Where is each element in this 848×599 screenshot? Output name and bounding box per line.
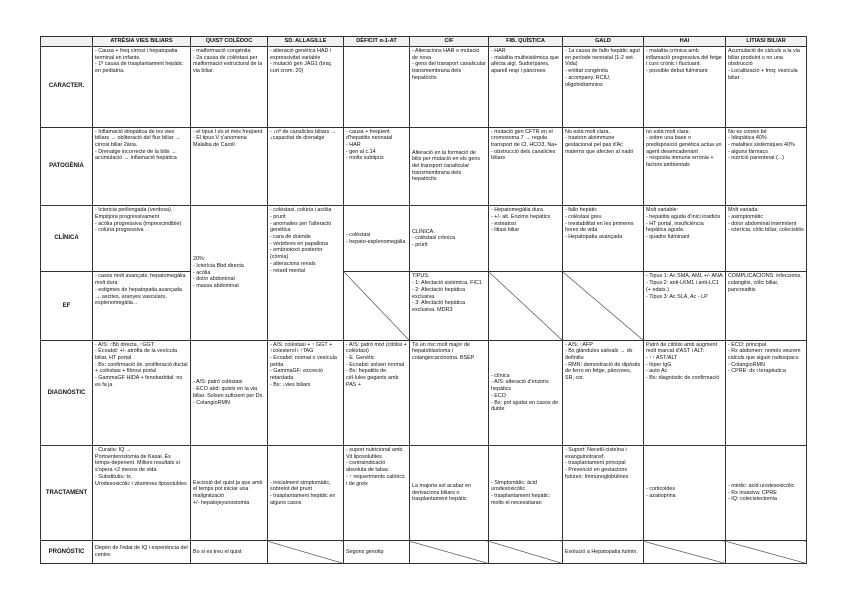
header-deficit: DÈFICIT α-1-AT (344, 37, 410, 47)
cell: - Simptomàtic: àcid urodesoxicòlic - trasplantament hepàtic: molts el necessitaran (489, 446, 563, 541)
cell: - A/S: colèstasi + ↑ GGT + ↑colesterol i ↑TAG - Ecoabd: normal o vesícula petita - GammaGF: excreció retardada - Bx: ↓vies biliars (268, 340, 344, 445)
cell: - Causa + freq cirrosi i hepatopatia terminal en infants. - 1ª causa de trasplantament hepàtic en pediatria. (93, 47, 191, 128)
cell: - HAR - malaltia multisistèmica que afecta algl. Sudorípares, aparell resp i pàncrees (489, 47, 563, 128)
cell: - suport nutricional amb Vit liposolubles - contraindicació absoluta de tabac - ↑ requeriments calòrics i de greix (344, 446, 410, 541)
cell-empty (489, 272, 563, 340)
row-label: PATOGÈNIA (41, 127, 93, 206)
cell: - A/S: ↑Bb directa, ↑GGT - Ecoabd: +/- atròfia de la vesícula biliar, HT portal - Bx: confirmació dx. proliferació ductal + colèstasi + fibrosi portal - GammaGF HIDA + fenobarbital: no es fa ja (93, 340, 191, 445)
row-ef (41, 272, 807, 340)
cell: 20%: - Icterícia Bbd directa - acòlia - dolor abdominal - massa abdominal (191, 206, 268, 340)
cell: - alteració genètica HAD i expressivitat variable - mutació gen JAG1 (braç curt crom. 20) (268, 47, 344, 128)
cell: - mèdic: àcid urodesoxicòlic - Rx invasiva: CPRE - IQ: colecistectomia (726, 446, 807, 541)
cell: - causa + freqüent d'hepatitis neonatal - HAR - gen al c.14 - molts subtipus (344, 127, 410, 206)
cell: Segons genotip (344, 541, 410, 564)
cell: no està molt clara: - sobre una base o predisposició genètica actua un agent desencadenant - resposta immune errònia + factors ambientals (644, 127, 726, 206)
cell: - corticoides - azatioprina (644, 446, 726, 541)
cell: - Suport: Necetil-cisteïna i exanguinotransf. - trasplantament principal - Prevenció en gestacions futures: Immunoglobulines (563, 446, 644, 541)
cell: - el tipus I és el més freqüent - El tipus V s'anomena Malaltia de Caroli (191, 127, 268, 206)
cell: Té un risc molt major de hepatoblastoma i colangiocarcinoma. BSEP (410, 340, 489, 445)
cell-empty (344, 272, 410, 340)
cell: - A/S: patró colèstasi - ECO abd: quists en la via biliar. Solsen suficient per Dx. - ColangioRMN (191, 340, 268, 445)
cell: - mutació gen CFTR en el cromosoma 7 → regula transport de Cl, HCO3, Na+ - obstrucció dels canalicles biliars (489, 127, 563, 206)
header-row (41, 37, 807, 47)
cell: Alteració en la formació de bilis per mutació en els gens del transport canalicular transmembrana dels hepatòcits (410, 127, 489, 206)
cell-empty (644, 541, 726, 564)
cell-empty (410, 541, 489, 564)
cell: No està molt clara. - trastorn aloimmune gestacional pel pas d'Ac materns que afecten al nadó (563, 127, 644, 206)
cell: - malformació congènita - 2a causa de colèstasi per malformació estructural de la via biliar. (191, 47, 268, 128)
row-diagnostic (41, 340, 807, 445)
cell: - 1a causa de fallo hepàtic agut en període neonatal (1-2 set. Vida) - entitat congènita - acompany. RCIU, oligohidramnios (563, 47, 644, 128)
cell: - Alteracions HAR o mutació de nova - gens del transport canalicular transmembrana dels hepatòcits (410, 47, 489, 128)
cell: - malaltia crònica amb inflamació progressiva del fetge i curs crònic i fluctuant. - possible debut fulminant (644, 47, 726, 128)
comparison-table (40, 36, 807, 564)
header-hai: HAI (644, 37, 726, 47)
cell: No es coneix bé - Idiopàtica 40% - malalties sistèmiques 40% - alguns fàrmacs - nutrició parenteral (...) (726, 127, 807, 206)
row-pronostic (41, 541, 807, 564)
header-atresia: ATRÈSIA VIES BILIARS (93, 37, 191, 47)
cell: Molt variada: - asimptomàtic - dolor abdominal intermitent - icterícia, còlic biliar, colecistitis (726, 206, 807, 272)
cell: Evolució a Hepatopatia fulmin. (563, 541, 644, 564)
cell: - colèstasi, colúria i acòlia - prurit - anomalies per l'alteració genètica - cara de duende - vèrtebres en papallona - embriotoxó posterior (còrnia) - alteracions renals - retard mental (268, 206, 344, 340)
header-litiasi: LITIASI BILIAR (726, 37, 807, 47)
cell: La majoria sol acabar en derivacions biliars o trasplantament hepàtic (410, 446, 489, 541)
cell: COMPLICACIONS: infeccions, colangitis, còlic biliar, pancreatitis (726, 272, 807, 340)
cell: - A/S: ↑AFP - Bx glàndules salivals → dx definitiu - RMN: demostració de dipòsits de ferro en fetge, pàncrees, SR, cor. (563, 340, 644, 445)
cell: Molt variable: - hepatitis aguda d'inici insidiós - HT portal, insuficiència hepàtica aguda - quadre fulminant (644, 206, 726, 272)
cell-empty (268, 541, 344, 564)
cell: Bo si es treu el quist (191, 541, 268, 564)
row-clinica (41, 206, 807, 272)
row-label: CLÍNICA (41, 206, 93, 272)
cell: - Curatiu: IQ → Portoenterostomia de Kasai. És temps-depenent. Millors resultats si s'opera <2 mesos de vida - Substitutiu: tx. Urodesoxicòlic i vitamines liposolubles (93, 446, 191, 541)
row-patogenia (41, 127, 807, 206)
row-tractament (41, 446, 807, 541)
cell: - Tipus 1: Ac SMA, AML +/- ANA - Tipus 2: anti-LKM1 i anti-LC1 (+ edats.) - Tipus 3: Ac SLA, Ac - LP (644, 272, 726, 340)
cell: TIPUS: - 1: Afectació sistèmica. FIC1 - 2: Afectació hepàtica exclusiva. - 3: Afectació hepàtica exclusiva. MDR3 (410, 272, 489, 340)
cell: CLÍNICA: - colèstasi crònica - prurit (410, 206, 489, 272)
cell: - inicialment simptomàtic, sobretot del prurit - trasplantament hepàtic en alguns casos (268, 446, 344, 541)
header-allagille: SD. ALLAGILLE (268, 37, 344, 47)
header-fib: FIB. QUÍSTICA (489, 37, 563, 47)
header-quist: QUIST COLÈDOC (191, 37, 268, 47)
cell: - Inflamació idiopàtica de les vies biliars → obliteració del flux biliar → cirrosi biliar 2ària. - Drenatge incorrecte de la bilis → acumulació → inflamació hepàtica (93, 127, 191, 206)
header-cif: CIF (410, 37, 489, 47)
cell: Acumulació de càlculs a la via biliar produint o no una obstrucció - Localització + freq: vesícula biliar (726, 47, 807, 128)
cell: Depèn de l'edat de IQ i experiència del centre. (93, 541, 191, 564)
cell: - ↓nº de canalicles biliars → ↓capacitat de drenatge (268, 127, 344, 206)
header-corner (41, 37, 93, 47)
row-caracter (41, 47, 807, 128)
row-label: DIAGNÒSTIC (41, 340, 93, 445)
cell: - ECO: principal - Rx abdomen: només veurem càlculs que siguin radioopacs - ColangioRMN - CPRE: dx i terapèutica (726, 340, 807, 445)
cell: - fallo hepàtic - colèstasi greu - inestabilitat en les primeres hores de vida - Hepatopatia avançada (563, 206, 644, 272)
cell: - A/S: patró mixt (citòlisi + colèstasi) - E. Genètic - Ecoabd: solsen normal - Bx: hepatitis de cèl·lules gegants amb PAS + (344, 340, 410, 445)
cell: Patró de citòlisi amb augment molt marcat d'AST i ALT: - ↑↑ AST/ALT - hiper IgG - auto Ac - Bx: diagnòstic de confirmació (644, 340, 726, 445)
cell: - colèstasi - hepato-esplenomegàlia (344, 206, 410, 272)
header-gald: GALD (563, 37, 644, 47)
cell-empty (489, 541, 563, 564)
cell (344, 47, 410, 128)
cell: Escissió del quist ja que amb el temps pot iniciar una malignització +/- hepatojeyunostomia (191, 446, 268, 541)
row-label: PRONÒSTIC (41, 541, 93, 564)
row-label: EF (41, 272, 93, 340)
cell-empty (726, 541, 807, 564)
cell: - casos molt avançats: hepatomegàlia molt dura - estigmes de hepatopatia avançada → ascites, aranyes vasculars, esplenomegàlia... (93, 272, 191, 340)
cell: - clínica - A/S: alteració d'enzims hepàtics - ECO - Bx: pot ajudar en casos de dubte (489, 340, 563, 445)
row-label: TRACTAMENT (41, 446, 93, 541)
cell: - Ictericia perllongada (verdosa). Empitjora progressivament - acòlia progressiva (imprescindible) - colúria progressiva (93, 206, 191, 272)
cell-empty (563, 272, 644, 340)
comparison-sheet (40, 36, 806, 564)
cell: - Hepatomegàlia dura - +/- alt. Enzims hepàtics - esteatosi - litiasi biliar (489, 206, 563, 272)
row-label: CARACTER. (41, 47, 93, 128)
